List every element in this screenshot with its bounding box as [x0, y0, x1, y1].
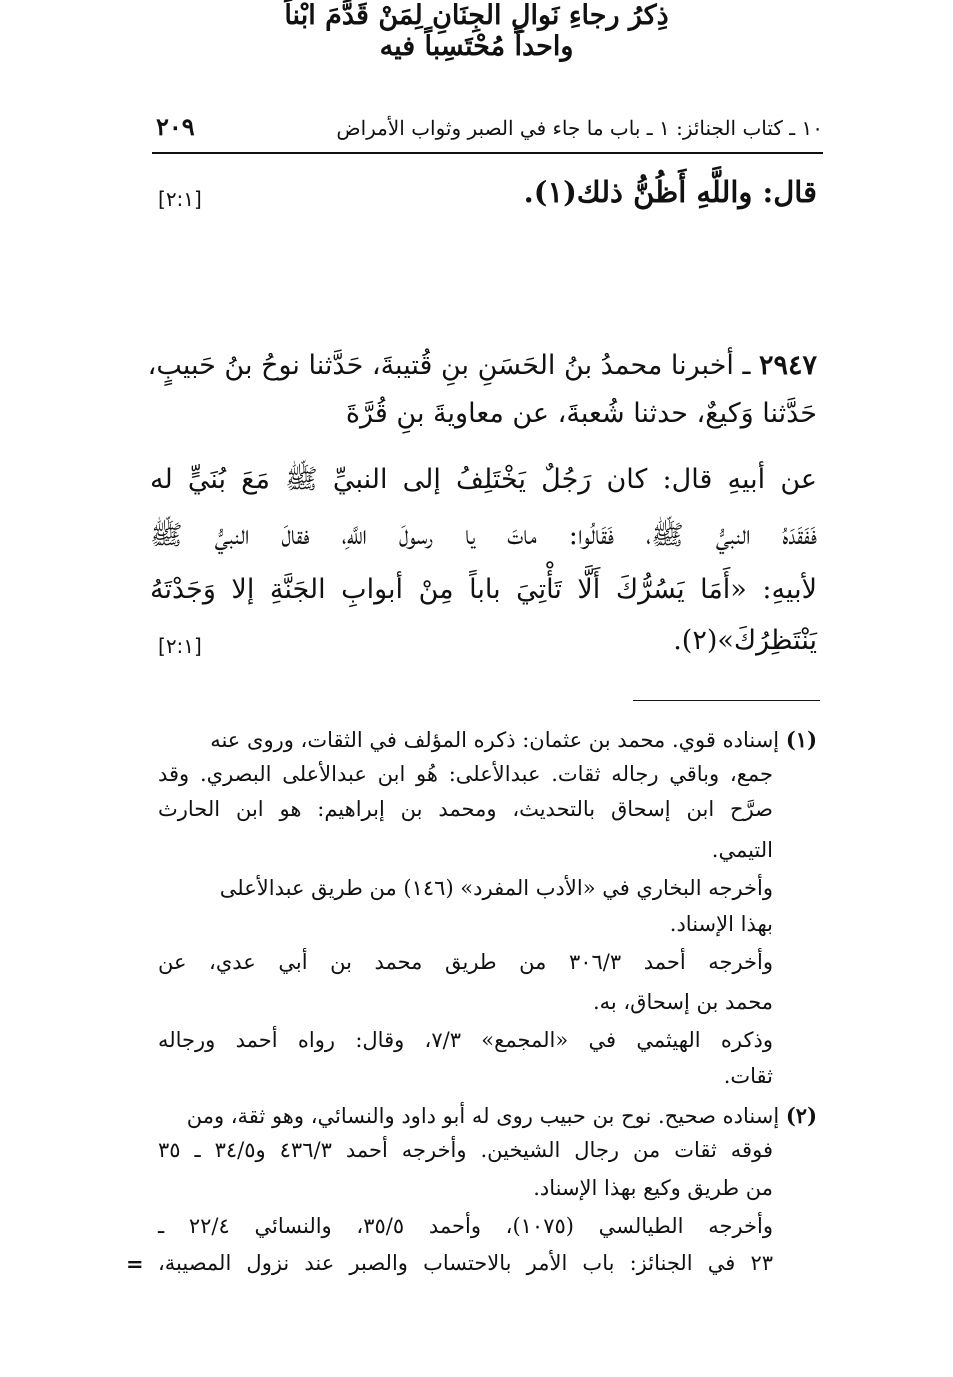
footnote-divider [633, 700, 820, 701]
footnote-2-line: وأخرجه الطيالسي (١٠٧٥)، وأحمد ٣٥/٥، والنسائي ٢٢/٤ ـ [158, 1214, 773, 1238]
footnote-1-line: التيمي. [711, 838, 773, 862]
footnote-2-marker: (٢) [785, 1103, 817, 1128]
footnote-1-line: وأخرجه البخاري في «الأدب المفرد» (١٤٦) من طريق عبدالأعلى [219, 876, 773, 900]
page-header [152, 112, 823, 154]
hadith-isnad-line-1 [147, 350, 817, 381]
footnote-1-line: جمع، وباقي رجاله ثقات. عبدالأعلى: هُو ابن عبدالأعلى البصري. وقد [158, 762, 773, 786]
footnote-2-line: (٢) إسناده صحيح. نوح بن حبيب روى له أبو داود والنسائي، وهو ثقة، ومن [186, 1103, 817, 1128]
footnote-1-line: بهذا الإسناد. [669, 912, 773, 936]
reference-marker: [٢:١] [158, 187, 202, 211]
hadith-matn-line: عن أبيهِ قال: كان رَجُلٌ يَخْتَلِفُ إلى النبيِّ ﷺ مَعَ بُنَيٍّ له [150, 464, 817, 495]
footnote-1-line: صرَّح ابن إسحاق بالتحديث، ومحمد بن إبراهيم: هو ابن الحارث [158, 797, 773, 821]
footnote-1-marker: (١) [785, 727, 817, 752]
footnote-1-line: وذكره الهيثمي في «المجمع» ٧/٣، وقال: رواه أحمد ورجاله [158, 1028, 774, 1052]
hadith-number: ٢٩٤٧ [758, 350, 817, 381]
hadith-matn-line: لأبيهِ: «أَمَا يَسُرُّكَ أَلَّا تَأْتِيَ باباً مِنْ أبوابِ الجَنَّةِ إلا وَجَدْتَهُ [150, 574, 817, 605]
hadith-matn-line: يَنْتَظِرُكَ»(٢). [673, 625, 817, 656]
continuation-mark: = [126, 1251, 144, 1276]
hadith-isnad-line-2: حَدَّثنا وَكيعٌ، حدثنا شُعبةَ، عن معاويةَ بنِ قُرَّةَ [345, 398, 817, 429]
footnote-2-line: ٢٣ في الجنائز: باب الأمر بالاحتساب والصبر عند نزول المصيبة، [158, 1251, 773, 1275]
footnote-1-line: (١) إسناده قوي. محمد بن عثمان: ذكره المؤلف في الثقات، وروى عنه [210, 727, 817, 752]
page-number: ٢٠٩ [156, 112, 195, 141]
hadith-matn-line: فَفَقَدَهُ النبيُّ ﷺ، فَقَالُوا: ماتَ يا رسولَ اللَّهِ، فقالَ النبيُّ ﷺ [150, 520, 817, 551]
isnad-text: ـ أخبرنا محمدُ بنُ الحَسَنِ بنِ قُتيبةَ، حَدَّثنا نوحُ بنُ حَبيبٍ، [147, 350, 751, 381]
footnote-2-line: فوقه ثقات من رجال الشيخين. وأخرجه أحمد ٤٣٦/٣ و٣٤/٥ ـ ٣٥ [158, 1138, 773, 1162]
footnote-1-line: محمد بن إسحاق، به. [592, 990, 773, 1014]
opening-line: قال: واللَّهِ أَظُنُّ ذلك(١). [523, 175, 817, 209]
reference-marker: [٢:١] [158, 634, 202, 658]
footnote-2-line: من طريق وكيع بهذا الإسناد. [533, 1176, 773, 1200]
section-title-line-2: واحداً مُحْتَسِباً فيه [379, 31, 574, 62]
footnote-1-line: وأخرجه أحمد ٣٠٦/٣ من طريق محمد بن أبي عدي، عن [158, 950, 773, 974]
footnote-1-line: ثقات. [723, 1064, 773, 1088]
section-title-line-1: ذِكرُ رجاءِ نَوالِ الجِنَانِ لِمَنْ قَدَّمَ ابْناً [284, 0, 669, 31]
running-title: ١٠ ـ كتاب الجنائز: ١ ـ باب ما جاء في الصبر وثواب الأمراض [336, 116, 823, 140]
